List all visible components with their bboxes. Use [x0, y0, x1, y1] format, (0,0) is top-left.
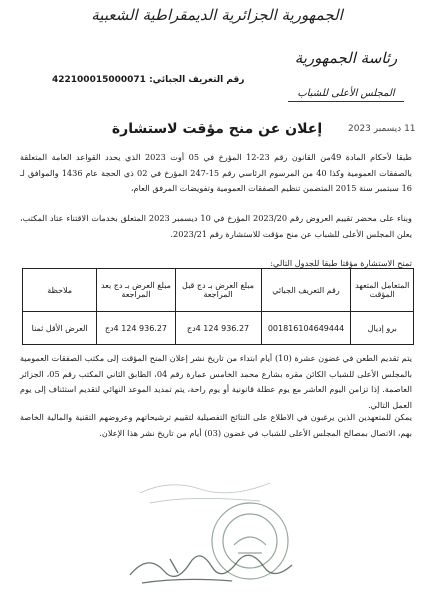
table-header-row: [23, 269, 414, 312]
date-stamp: 11 ديسمبر 2023: [348, 124, 416, 134]
header-note: ملاحظة: [23, 269, 97, 312]
cell-bidder: برو إديال: [351, 312, 414, 345]
republic-header: الجمهورية الجزائرية الديمقراطية الشعبية: [91, 6, 343, 24]
signature-stamp-icon: [140, 483, 270, 503]
official-seal-icon: [212, 503, 288, 579]
cell-amount-before: 936.27 124 4دج: [175, 312, 261, 345]
tax-id-label: رقم التعريف الجبائي:: [149, 75, 245, 85]
table-row: [23, 312, 414, 345]
signature-seal-block: [110, 463, 320, 603]
cell-tax-id: 001816104649444: [261, 312, 351, 345]
evaluation-paragraph: وبناء على محضر تقييم العروض رقم 2023/20 المؤرخ في 10 ديسمبر 2023 المتعلق بخدمات الاقتناء عتاد المكتب، يعلن المجلس الأعلى للشباب عن منح مؤقت للاستشارة رقم 2023/21.: [20, 213, 413, 239]
handwritten-signature-icon: [130, 555, 292, 583]
legal-basis-paragraph: طبقا لأحكام المادة 49من القانون رقم 23-12 المؤرخ في 05 أوت 2023 الذي يحدد القواعد العامة المتعلقة بالصفقات العمومية وكذا 40 من المرسوم الرئاسي رقم 15-247 المؤرخ في 02 ذي الحجة عام 1436 والموافق لـ 16 سبتمبر سنة 2015 المتضمن تنظيم الصفقات العمومية وتفويضات المرفق العام،: [20, 152, 412, 193]
appeal-paragraph: يتم تقديم الطعن في غضون عشرة (10) أيام ابتداء من تاريخ نشر إعلان المنح المؤقت إلى مكتب الصفقات العمومية بالمجلس الأعلى للشباب الكائن مقره بشارع محمد الخامس عمارة رقم 04، الطابق الثاني المكتب رقم 05، الجزائر العاصمة. إذا تزامن اليوم العاشر مع يوم عطلة قانونية أو يوم راحة، يتم تمديد الموعد النهائي لتقديم استئناف إلى يوم العمل التالي.: [20, 353, 413, 410]
header-amount-before: مبلغ العرض بـ دج قبل المراجعة: [175, 269, 261, 312]
council-underline: [288, 101, 404, 102]
cell-note: العرض الأقل ثمنا: [23, 312, 97, 345]
cell-amount-after: 936.27 124 4دج: [97, 312, 175, 345]
award-table: [22, 268, 414, 345]
tax-id-row: [52, 75, 244, 85]
header-tax-id: رقم التعريف الجبائي: [261, 269, 351, 312]
results-paragraph: يمكن للمتعهدين الذين يرغبون في الاطلاع على النتائج التفصيلية لتقييم ترشيحاتهم وعروضهم التقنية والمالية الخاصة بهم، الاتصال بمصالح المجلس الأعلى للشباب في غضون (03) أيام من تاريخ نشر هذا الإعلان.: [20, 412, 412, 438]
presidency-heading: رئاسة الجمهورية: [294, 49, 398, 67]
header-amount-after: مبلغ العرض بـ دج بعد المراجعة: [97, 269, 175, 312]
council-heading: المجلس الأعلى للشباب: [297, 88, 395, 99]
tax-id-value: 422100015000071: [52, 75, 146, 85]
announcement-title: إعلان عن منح مؤقت لاستشارة: [111, 121, 323, 137]
table-intro-paragraph: تمنح الاستشارة مؤقتا طبقا للجدول التالي:: [270, 258, 412, 268]
header-bidder: المتعامل المتعهد المؤقت: [351, 269, 414, 312]
